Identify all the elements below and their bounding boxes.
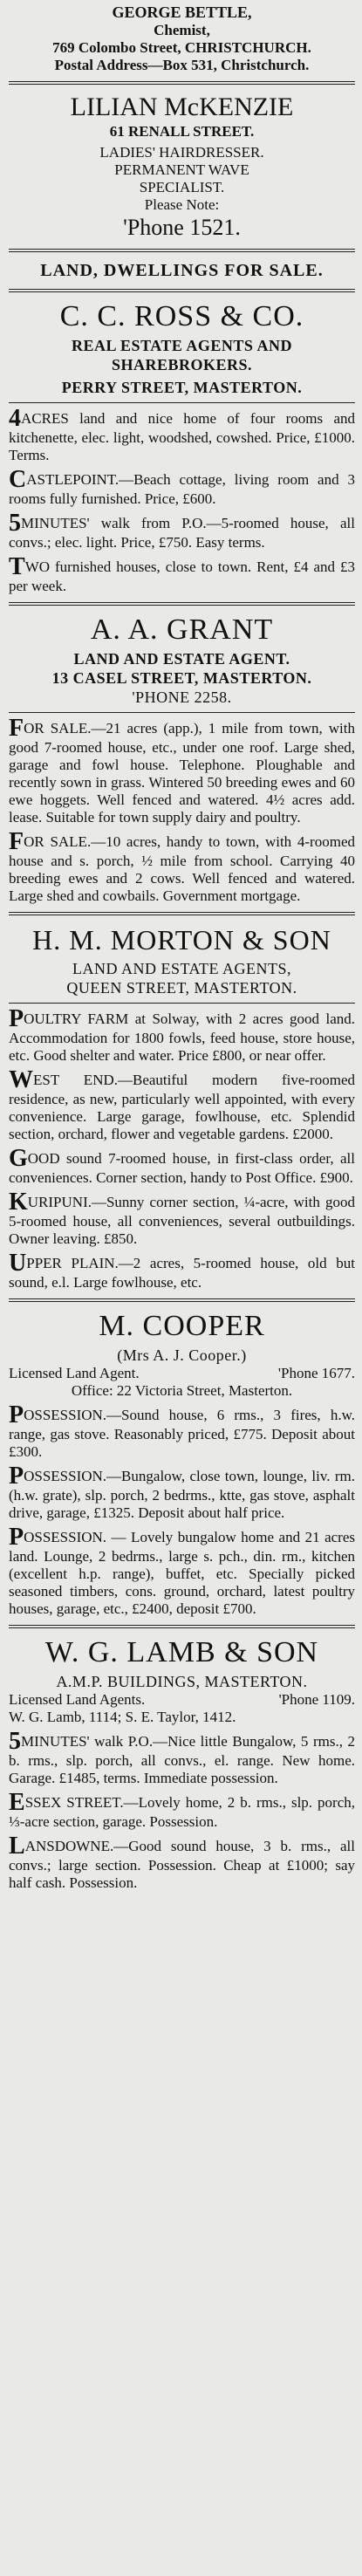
morton-sub: LAND AND ESTATE AGENTS,: [72, 960, 292, 977]
bettle-ad: [9, 3, 355, 74]
cooper-phone: 'Phone 1677.: [277, 1365, 355, 1381]
listing-text: OR SALE.—21 acres (app.), 1 mile from town, with good 7-roomed house, etc., under one roof. Large shed, garage and fowl house. Telephone. Ploughable and recently sown in grass. Wintered 50 breeding ewes and 60 ewe hoggets. Well fenced and watered. 4½ acres add. lease. Suitable for town supply dairy and poultry.: [9, 720, 355, 826]
listing-text: MINUTES' walk P.O.—Nice little Bungalow, 5 rms., 2 b. rms., slp. porch, all convs., el. range. New home. Garage. £1485, terms. Immediate possession.: [9, 1733, 355, 1786]
listing-item: [9, 1728, 355, 1787]
drop-cap: G: [9, 1145, 28, 1172]
listing-text: MINUTES' walk from P.O.—5-roomed house, all convs.; elec. light. Price, £750. Easy terms.: [9, 515, 355, 551]
lamb-names: W. G. Lamb, 1114; S. E. Taylor, 1412.: [9, 1709, 236, 1725]
listing-text: EST END.—Beautiful modern five-roomed residence, as new, particularly well appointed, with every convenience. Large garage, fowlhouse, etc. Splendid section, orchard, flower and vegetable gardens. £2000.: [9, 1072, 355, 1142]
divider: [9, 289, 355, 292]
listing-item: [9, 828, 355, 905]
listing-text: ACRES land and nice home of four rooms and kitchenette, elec. light, woodshed, cowshed. Price, £1000. Terms.: [9, 410, 355, 463]
drop-cap: 5: [9, 510, 21, 537]
divider: [9, 81, 355, 85]
listing-item: [9, 466, 355, 508]
cooper-name: M. COOPER: [99, 1310, 265, 1342]
drop-cap: P: [9, 1463, 24, 1490]
divider: [9, 912, 355, 915]
divider: [9, 1298, 355, 1302]
mckenzie-street: 61 RENALL STREET.: [109, 123, 255, 140]
listing-item: [9, 1524, 355, 1618]
mckenzie-phone: 'Phone 1521.: [123, 215, 241, 240]
listing-text: OSSESSION.—Bungalow, close town, lounge, liv. rm. (h.w. grate), slp. porch, 2 bedrms., ktte, gas stove, asphalt drive, garage, £1325. Deposit about half price.: [9, 1468, 355, 1521]
bettle-role: Chemist,: [154, 22, 210, 38]
section-heading: LAND, DWELLINGS FOR SALE.: [40, 261, 324, 280]
listing-text: URIPUNI.—Sunny corner section, ¼-acre, with good 5-roomed house, all conveniences, several outbuildings. Owner leaving. £850.: [9, 1194, 355, 1247]
grant-phone: 'PHONE 2258.: [132, 689, 232, 706]
cooper-agent-row: [9, 1365, 355, 1382]
drop-cap: C: [9, 466, 27, 493]
listing-item: [9, 1145, 355, 1187]
cooper-office: Office: 22 Victoria Street, Masterton.: [71, 1382, 293, 1399]
listing-text: ANSDOWNE.—Good sound house, 3 b. rms., all convs.; large section. Possession. Cheap at £1000; say half cash. Possession.: [9, 1838, 355, 1891]
divider: [9, 602, 355, 606]
lamb-sub: A.M.P. BUILDINGS, MASTERTON.: [56, 1673, 308, 1690]
listing-item: [9, 1833, 355, 1892]
listing-text: WO furnished houses, close to town. Rent, £4 and £3 per week.: [9, 558, 355, 594]
listing-text: SSEX STREET.—Lovely home, 2 b. rms., slp. porch, ⅓-acre section, garage. Possession.: [9, 1794, 355, 1830]
listing-item: [9, 1005, 355, 1065]
listing-text: ASTLEPOINT.—Beach cottage, living room and 3 rooms fully furnished. Price, £600.: [9, 471, 355, 507]
divider: [9, 249, 355, 252]
mckenzie-note: Please Note:: [144, 196, 220, 213]
grant-sub: LAND AND ESTATE AGENT.: [73, 650, 290, 668]
morton-name: H. M. MORTON & SON: [32, 924, 331, 956]
listing-text: PPER PLAIN.—2 acres, 5-roomed house, old but sound, e.l. Large fowlhouse, etc.: [9, 1255, 355, 1291]
listing-text: OR SALE.—10 acres, handy to town, with 4-roomed house and s. porch, ½ mile from school. Carrying 40 breeding ewes and 2 cows. Well fenced and watered. Large shed and cowbails. Government mortgage.: [9, 833, 355, 904]
mckenzie-ad: [9, 92, 355, 242]
lamb-agents: Licensed Land Agents.: [9, 1691, 146, 1708]
divider: [9, 402, 355, 403]
lamb-phone: 'Phone 1109.: [278, 1691, 355, 1708]
listing-item: [9, 510, 355, 552]
drop-cap: P: [9, 1401, 24, 1428]
cooper-ad: [9, 1309, 355, 1618]
drop-cap: L: [9, 1833, 25, 1860]
listing-item: [9, 553, 355, 595]
drop-cap: K: [9, 1189, 28, 1216]
drop-cap: T: [9, 553, 25, 580]
mckenzie-line-1: LADIES' HAIRDRESSER.: [99, 144, 264, 161]
lamb-ad: [9, 1635, 355, 1892]
listing-item: [9, 1250, 355, 1291]
divider: [9, 1625, 355, 1628]
listing-item: [9, 1401, 355, 1461]
drop-cap: 4: [9, 405, 21, 432]
listing-item: [9, 1789, 355, 1831]
listing-item: [9, 1066, 355, 1143]
grant-street: 13 CASEL STREET, MASTERTON.: [51, 669, 312, 687]
drop-cap: F: [9, 715, 24, 742]
grant-ad: [9, 613, 355, 905]
listing-item: [9, 1189, 355, 1248]
drop-cap: W: [9, 1066, 33, 1093]
listing-text: OSSESSION.—Sound house, 6 rms., 3 fires, h.w. range, gas stove. Reasonably priced, £775. Deposit about £300.: [9, 1407, 355, 1460]
ross-ad: [9, 299, 355, 595]
mckenzie-line-2: PERMANENT WAVE: [114, 161, 249, 178]
ross-street: PERRY STREET, MASTERTON.: [61, 379, 303, 396]
listing-item: [9, 715, 355, 826]
ross-sub: REAL ESTATE AGENTS AND SHAREBROKERS.: [72, 337, 292, 373]
drop-cap: P: [9, 1005, 24, 1032]
listing-text: OULTRY FARM at Solway, with 2 acres good land. Accommodation for 1800 fowls, feed house, store house, etc. Good shelter and water. Price £800, or near offer.: [9, 1011, 355, 1064]
listing-text: OOD sound 7-roomed house, in first-class order, all conveniences. Corner section, handy to Post Office. £900.: [9, 1150, 355, 1186]
bettle-name: GEORGE BETTLE,: [112, 3, 252, 21]
lamb-agent-row: [9, 1691, 355, 1709]
ross-name: C. C. ROSS & CO.: [59, 300, 304, 332]
mckenzie-name: LILIAN McKENZIE: [70, 92, 294, 121]
listing-text: OSSESSION. — Lovely bungalow home and 21 acres land. Lounge, 2 bedrms., large s. pch., din. rm., kitchen (excellent h.p. range), buffet, etc. Specially picked seasoned timbers, cons. ground, orchard, latest poultry houses, garage, etc., £2400, deposit £700.: [9, 1529, 355, 1617]
bettle-postal: Postal Address—Box 531, Christchurch.: [54, 57, 310, 73]
drop-cap: F: [9, 828, 24, 855]
lamb-name: W. G. LAMB & SON: [44, 1636, 319, 1668]
divider: [9, 712, 355, 713]
listing-item: [9, 1463, 355, 1522]
bettle-address: 769 Colombo Street, CHRISTCHURCH.: [52, 39, 311, 56]
listing-item: [9, 405, 355, 464]
cooper-agent: Licensed Land Agent.: [9, 1365, 140, 1381]
morton-street: QUEEN STREET, MASTERTON.: [66, 979, 297, 997]
mckenzie-line-3: SPECIALIST.: [139, 179, 225, 195]
drop-cap: P: [9, 1524, 24, 1551]
divider: [9, 1003, 355, 1004]
grant-name: A. A. GRANT: [90, 613, 274, 646]
drop-cap: 5: [9, 1728, 21, 1755]
cooper-sub: (Mrs A. J. Cooper.): [117, 1346, 247, 1364]
drop-cap: U: [9, 1250, 27, 1277]
drop-cap: E: [9, 1789, 25, 1816]
morton-ad: [9, 922, 355, 1291]
